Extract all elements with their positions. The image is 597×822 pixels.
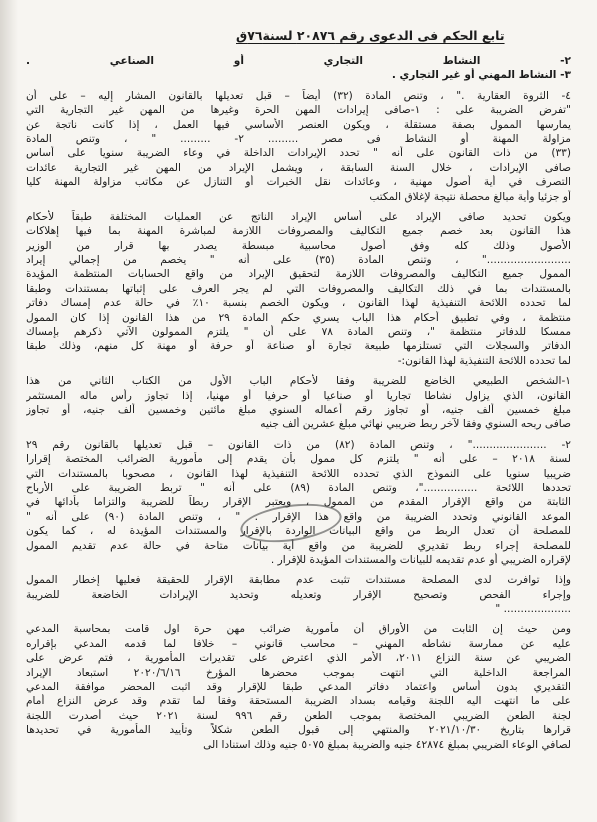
text-line: هذا القانون بعد خصم جميع التكاليف والمصروفات اللازمة لمباشرة المهنة بما فيها إهلاكات — [26, 225, 571, 238]
text-line: الضريبي عن سنة النزاع ٢٠١١، الأمر الذي اعترض على تقديرات المأمورية ، فتم عرض على — [26, 652, 571, 665]
scan-shadow-edge — [0, 0, 18, 822]
text-line: للمصلحة أن تعدل الربط من واقع البيانات الواردة بالإقرار والمستندات المؤيدة له ، كما يكون — [26, 525, 571, 538]
text-line: مبلغ خمسين ألف جنيه، أو تجاوز رقم أعماله السنوي مبلغ مائتين وخمسين ألف جنيه، أو تجاوز — [26, 403, 571, 416]
text-line: أو جزئيا وأية مبالغ محصلة نتيجة لإغلاق المكتب — [369, 190, 571, 203]
text-line: على ما انتهت اليه اللجنة وقيامه بسداد الضريبة المستحقة وفقا لما تقدم وقد عرض النزاع أمام — [26, 695, 571, 708]
paragraph — [26, 438, 571, 568]
text-line: "تفرض الضريبة على : ١-صافى إيرادات المهن الحرة وغيرها من المهن غير التجارية التي — [26, 104, 571, 117]
document-header: تابع الحكم فى الدعوى رقم ٢٠٨٧٦ لسنة٧٦ق — [236, 28, 505, 43]
text-line: مزاولة المهنة أو النشاط فى مصر ......... ٢- ......... " ، وتنص المادة — [26, 132, 571, 145]
paragraph — [26, 89, 571, 204]
text-line: لسنة ٢٠١٨ – على أنه " يلتزم كل ممول بأن يقدم إلى مأمورية الضرائب المختصة إقرارا — [26, 453, 571, 466]
text-line: ٢- النشاط التجاري أو الصناعي . — [26, 55, 571, 67]
text-line: ٣- النشاط المهني أو غير التجاري . — [391, 69, 571, 82]
text-line: (٣٣) من ذات القانون على أنه " تحدد الإيرادات الداخلة في وعاء الضريبة سنويا على أساس — [26, 147, 571, 160]
paragraph — [26, 54, 571, 83]
text-line: لما تحدده اللائحة التنفيذية لهذا القانون ، ويكون الخصم بنسبة ١٠٪ في حالة عدم إمساك دفاتر — [26, 297, 571, 310]
text-line: الدفاتر والسجلات التي تستلزمها طبيعة تجارة أو صناعة أو حرفة أو مهنة كل منهم، وذلك طبقا — [26, 340, 571, 353]
paragraph — [26, 573, 571, 616]
text-line: وإجراء الفحص وتصحيح الإقرار وتعديله وتحديد الإيرادات الخاضعة للضريبة — [26, 588, 571, 601]
text-line: قرارها بتاريخ ٢٠٢١/١٠/٣٠ والمنتهي إلى قبول الطعن شكلاً وتأييد المأمورية في تحديدها — [26, 724, 571, 737]
text-line: التصرف في أية أصول مهنية ، وعائدات نقل الخبرات أو التنازل عن مكاتب مزاولة المهنة كليا — [26, 176, 571, 189]
text-line: عليه عن ممارسة نشاطه المهني – محاسب قانوني – خلافا لما قدمه المدعي بإقراره — [26, 637, 571, 650]
text-line: تحددها اللائحة ................"، وتنص المادة (٨٩) على أنه " تربط الضريبة على الأرباح — [26, 481, 571, 494]
text-line: الأصول وذلك كله وفق أصول محاسبية مبسطة يصدر بها قرار من الوزير — [26, 239, 571, 252]
text-line: صافى ربحه السنوي وفقا لآخر ربط ضريبي نهائي مبلغ عشرين ألف جنيه — [260, 418, 571, 431]
text-line: ١-الشخص الطبيعي الخاضع للضريبة وفقا لأحكام الباب الأول من الكتاب الثاني من هذا — [26, 375, 571, 388]
text-line: يمارسها الممول بصفة مستقلة ، ويكون العنصر الأساسي فيها العمل ، إذا كانت ناتجة عن — [26, 118, 571, 131]
text-line: المراجعة الداخلية التي انتهت بموجب محضرها المؤرخ ٢٠٢٠/٦/١٦ استبعاد الإيراد — [26, 666, 571, 679]
text-line: ومن حيث إن الثابت من الأوراق أن مأمورية ضرائب مهن حرة اول قامت بمحاسبة المدعي — [26, 623, 571, 636]
text-line: .................... " — [495, 603, 571, 616]
text-line: لصافي الوعاء الضريبي بمبلغ ٤٢٨٧٤ جنيه والضريبة بمبلغ ٥٠٧٥ جنيه وذلك استنادا الى — [203, 738, 571, 751]
document-body — [26, 54, 571, 752]
text-line: القانون، الذي يزاول نشاطا تجاريا أو صناعيا أو حرفيا أو مهنيا، إذا تجاوز رأس ماله المستثمر — [26, 389, 571, 402]
text-line: ضريبيا سنويا على النموذج الذي تحدده اللائحة التنفيذية لهذا القانون ، مصحوبا بالمستندات التي — [26, 467, 571, 480]
text-line: الثابتة من واقع الإقرار المقدم من الممول ، ويعتبر الإقرار ربطاً للضريبة والتزاما بأدائها في — [26, 496, 571, 509]
text-line: وإذا توافرت لدى المصلحة مستندات تثبت عدم مطابقة الإقرار للحقيقة فعليها إخطار الممول — [26, 574, 571, 587]
text-line: بالمستندات بما في ذلك التكاليف والمصروفات التي لم يجر العرف على إثباتها بمستندات وطبقا — [26, 282, 571, 295]
text-line: لإقراره الضريبي أو عدم تقديمه للبيانات والمستندات المؤيدة للإقرار . — [270, 553, 571, 566]
paragraph — [26, 210, 571, 368]
paragraph — [26, 374, 571, 432]
paragraph — [26, 622, 571, 752]
text-line: الممول جميع التكاليف والمصروفات اللازمة لتحقيق الإيراد من واقع الحسابات المنتظمة المؤيدة — [26, 268, 571, 281]
text-line: ٤- الثروة العقارية ." ، وتنص المادة (٣٢) أيضاً – قبل تعديلها بالقانون المشار إليه – على أن — [26, 89, 571, 102]
header-bar — [26, 24, 571, 54]
text-line: للمصلحة إجراء ربط تقديري للضريبة من واقع أية بيانات متاحة في حالة عدم تقديم الممول — [26, 539, 571, 552]
text-line: ٢- ......................" ، وتنص المادة (٨٢) من ذات القانون – قبل تعديلها بالقانون رقم ٢٩ — [26, 438, 571, 451]
text-line: لما تحدده اللائحة التنفيذية لهذا القانون:- — [397, 354, 571, 367]
text-line: صافى الإيرادات ، خلال السنة السابقة ، ويشمل الإيراد من المهن غير التجارية عائدات — [26, 161, 571, 174]
text-line: لجنة الطعن الضريبي المختصة بموجب الطعن رقم ٩٩٦ لسنة ٢٠٢١ حيث أصدرت اللجنة — [26, 709, 571, 722]
text-line: الموعد القانوني وتحدد الضريبة من واقع هذا الإقرار . " ، وتنص المادة (٩٠) على أنه " — [26, 510, 571, 523]
text-line: منتظمة ، وفي تطبيق أحكام هذا الباب يسري حكم المادة ٢٩ من هذا القانون إذا كان الممول — [26, 311, 571, 324]
text-line: ........................." ، وتنص المادة (٣٥) على أنه " يخصم من إجمالي إيراد — [26, 254, 571, 267]
text-line: ممسكا للدفاتر منتظمة "، وتنص المادة ٧٨ على أن " يلتزم الممولون الآتي ذكرهم بإمساك — [26, 326, 571, 339]
text-line: التقديري بدون أساس واعتماد دفاتر المدعي طبقا للإقرار وقد اثبت المحضر موافقة المدعي — [26, 681, 571, 694]
text-line: ويكون تحديد صافى الإيراد على أساس الإيراد الناتج عن العمليات المختلفة طبقاً لأحكام — [26, 210, 571, 223]
